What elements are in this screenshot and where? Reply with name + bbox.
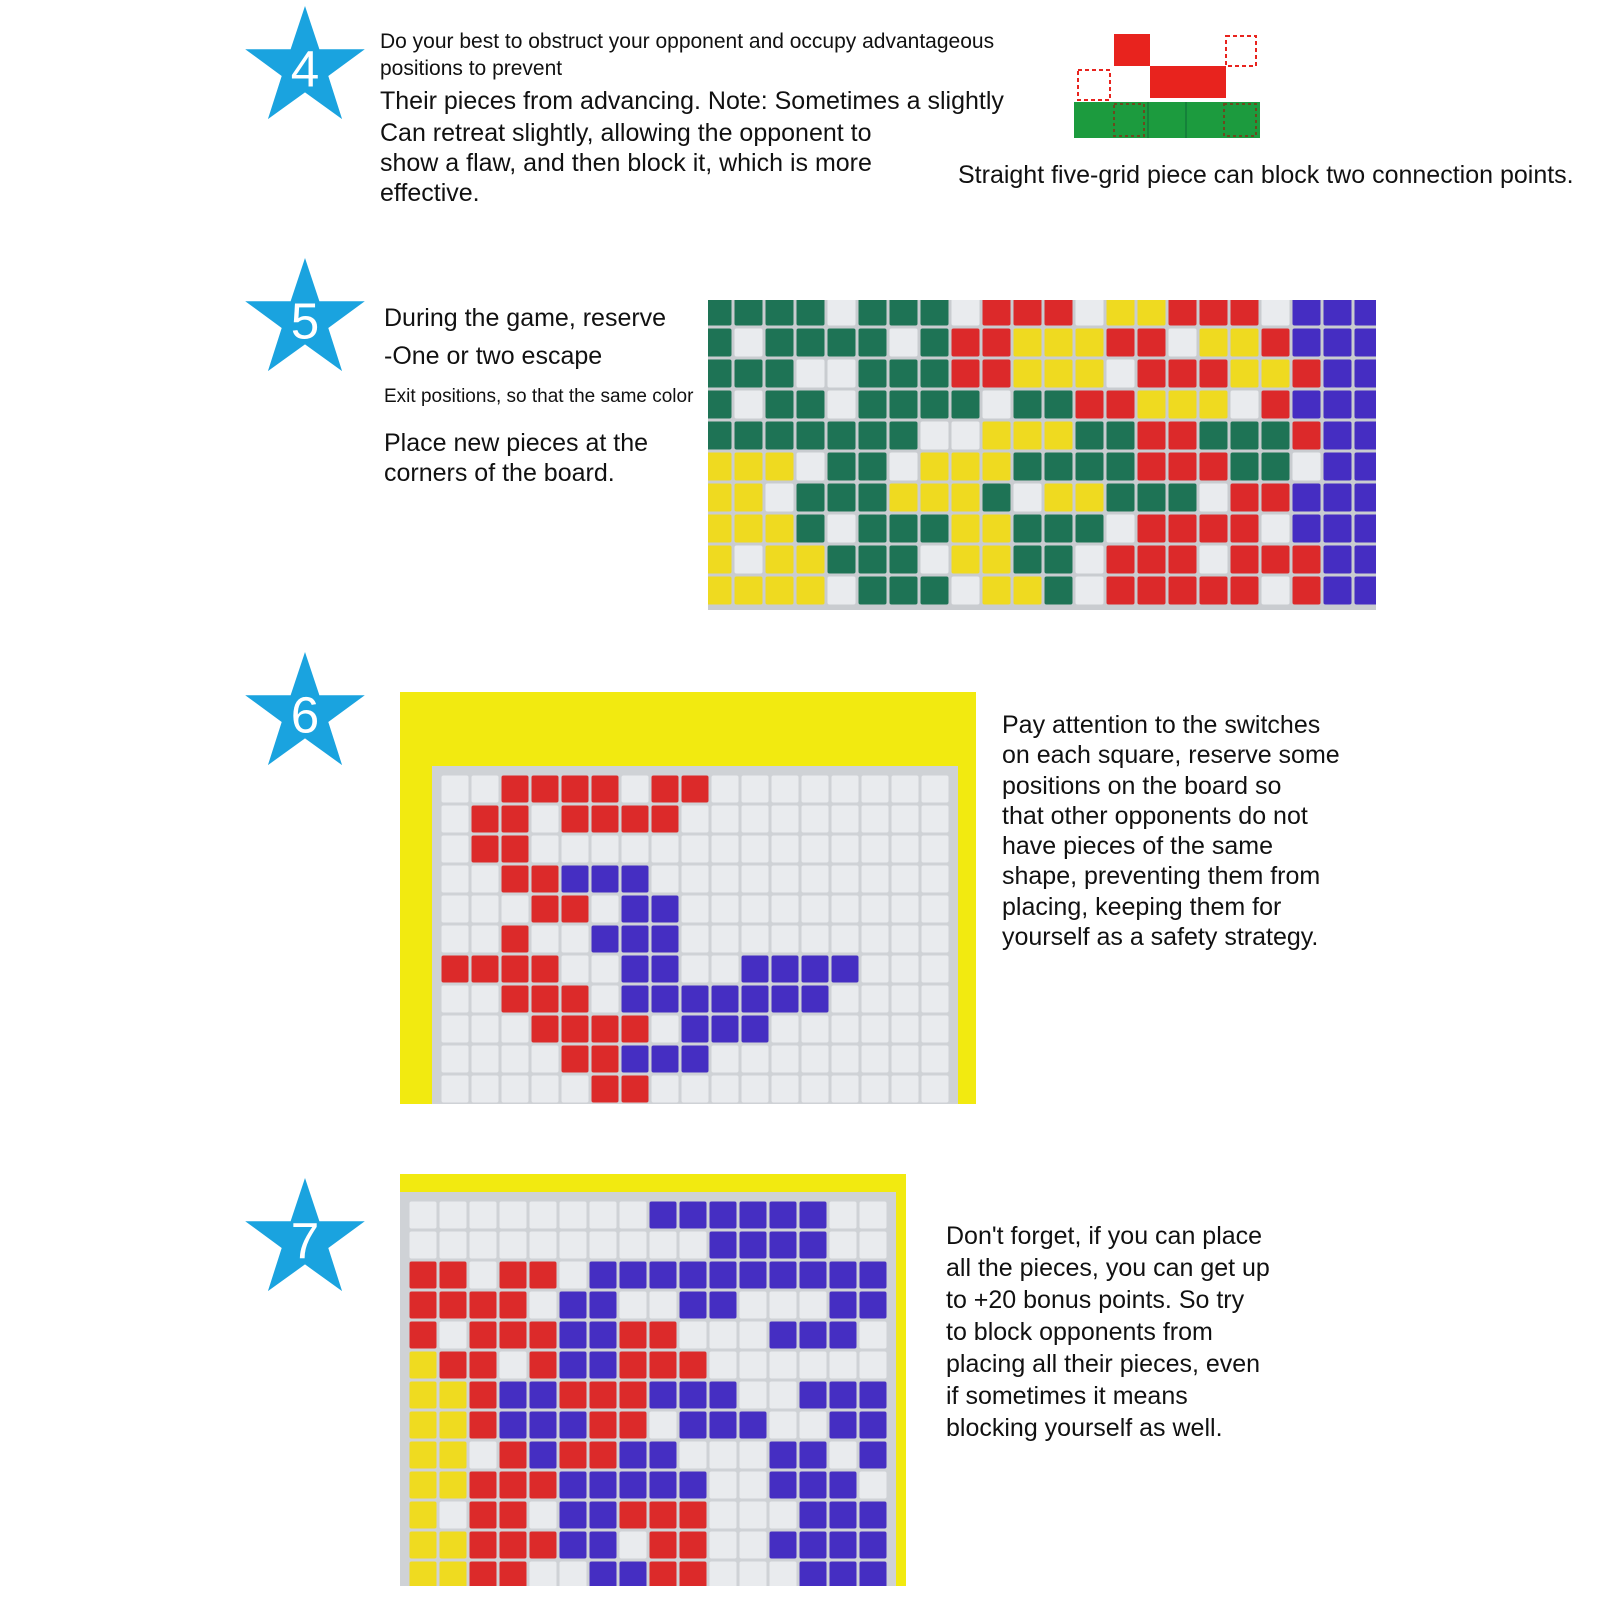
star-badge-step-4 (244, 6, 366, 122)
step-5-line-4: Place new pieces at the (384, 429, 649, 457)
step-4-line-5: show a flaw, and then block it, which is more (380, 149, 872, 177)
step-4-line-2: positions to prevent (380, 57, 563, 80)
step-6-line-1: Pay attention to the switches (1002, 711, 1321, 739)
step-7-line-1: Don't forget, if you can place (946, 1222, 1263, 1250)
step-5-line-5: corners of the board. (384, 459, 615, 487)
step-6-line-5: have pieces of the same (1002, 832, 1273, 861)
step-5-line-1: During the game, reserve (384, 304, 667, 332)
step-5-line-3: Exit positions, so that the same color (384, 386, 694, 407)
step-7-text (946, 1220, 1366, 1444)
board-photo-step-7 (400, 1174, 906, 1586)
board-photo-step-5 (708, 300, 1376, 610)
star-icon (244, 1178, 366, 1294)
step-7-line-5: placing all their pieces, even (946, 1350, 1261, 1378)
step-number: 6 (290, 686, 320, 744)
step-number: 5 (290, 292, 320, 350)
star-icon (244, 652, 366, 768)
star-badge-step-5 (244, 258, 366, 374)
step-7-line-4: to block opponents from (946, 1318, 1213, 1346)
step-4-line-6: effective. (380, 179, 480, 207)
step-6-line-4: that other opponents do not (1002, 801, 1308, 830)
step-7-line-2: all the pieces, you can get up (946, 1254, 1270, 1282)
star-badge-step-6 (244, 652, 366, 768)
step-6-line-6: shape, preventing them from (1002, 862, 1321, 891)
step-6-line-7: placing, keeping them for (1002, 892, 1282, 921)
step-4-caption: Straight five-grid piece can block two connection points. (958, 161, 1574, 189)
step-7-line-3: to +20 bonus points. So try (946, 1286, 1245, 1314)
step-5-line-2: -One or two escape (384, 342, 603, 370)
step-number: 7 (290, 1212, 320, 1270)
step-6-line-3: positions on the board so (1002, 771, 1282, 800)
step-4-line-4: Can retreat slightly, allowing the opponent to (380, 119, 872, 147)
step-7-line-7: blocking yourself as well. (946, 1414, 1223, 1442)
star-badge-step-7 (244, 1178, 366, 1294)
step-6-text (1002, 710, 1402, 952)
board-photo-step-6 (400, 692, 976, 1104)
step-4-line-1: Do your best to obstruct your opponent and occupy advantageous (380, 30, 995, 53)
step-7-line-6: if sometimes it means (946, 1382, 1188, 1410)
step-5-text (384, 300, 704, 488)
star-icon (244, 6, 366, 122)
step-number: 4 (290, 40, 320, 98)
blocking-diagram (1074, 30, 1264, 142)
step-4-line-3: Their pieces from advancing. Note: Sometimes a slightly (380, 87, 1004, 115)
step-6-line-8: yourself as a safety strategy. (1002, 923, 1319, 952)
step-6-line-2: on each square, reserve some (1002, 741, 1340, 770)
star-icon (244, 258, 366, 374)
